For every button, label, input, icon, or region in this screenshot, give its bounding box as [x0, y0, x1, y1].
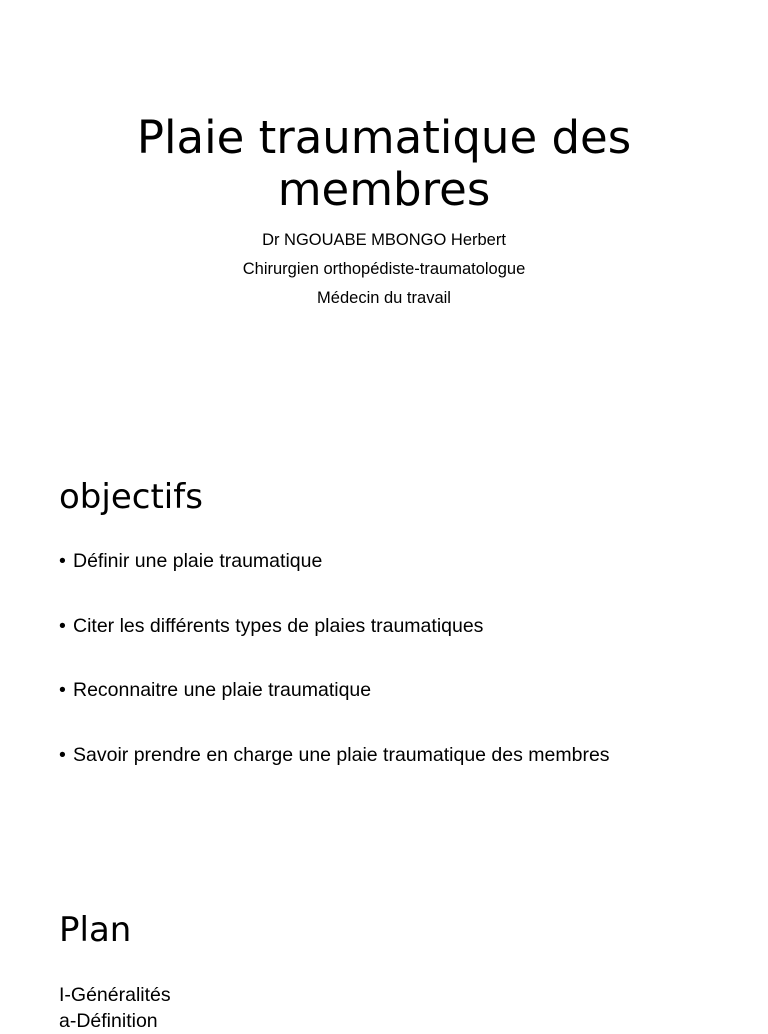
list-item	[59, 548, 610, 613]
objectives-heading: objectifs	[59, 477, 203, 517]
objective-text: Citer les différents types de plaies traumatiques	[73, 614, 484, 637]
list-item	[59, 742, 610, 807]
author-role: Médecin du travail	[317, 289, 451, 307]
list-item	[59, 613, 610, 678]
bullet-icon: •	[59, 550, 66, 572]
plan-heading: Plan	[59, 910, 132, 950]
plan-list	[59, 982, 171, 1034]
bullet-icon: •	[59, 679, 66, 701]
objective-text: Savoir prendre en charge une plaie traumatique des membres	[73, 743, 610, 766]
author-specialty: Chirurgien orthopédiste-traumatologue	[242, 260, 526, 278]
list-item	[59, 677, 610, 742]
objective-text: Définir une plaie traumatique	[73, 550, 323, 572]
objectives-list	[59, 548, 610, 806]
objective-text: Reconnaitre une plaie traumatique	[73, 679, 372, 701]
bullet-icon: •	[59, 743, 66, 766]
plan-section-title: I-Généralités	[59, 984, 171, 1006]
plan-subsection: a-Définition	[59, 1010, 158, 1032]
author-name: Dr NGOUABE MBONGO Herbert	[262, 231, 506, 249]
objectives-slide	[0, 460, 768, 820]
title-slide	[0, 0, 768, 400]
document-title: Plaie traumatique des membres	[136, 111, 632, 216]
author-block	[60, 226, 708, 313]
plan-slide	[0, 890, 768, 1032]
bullet-icon: •	[59, 614, 66, 637]
